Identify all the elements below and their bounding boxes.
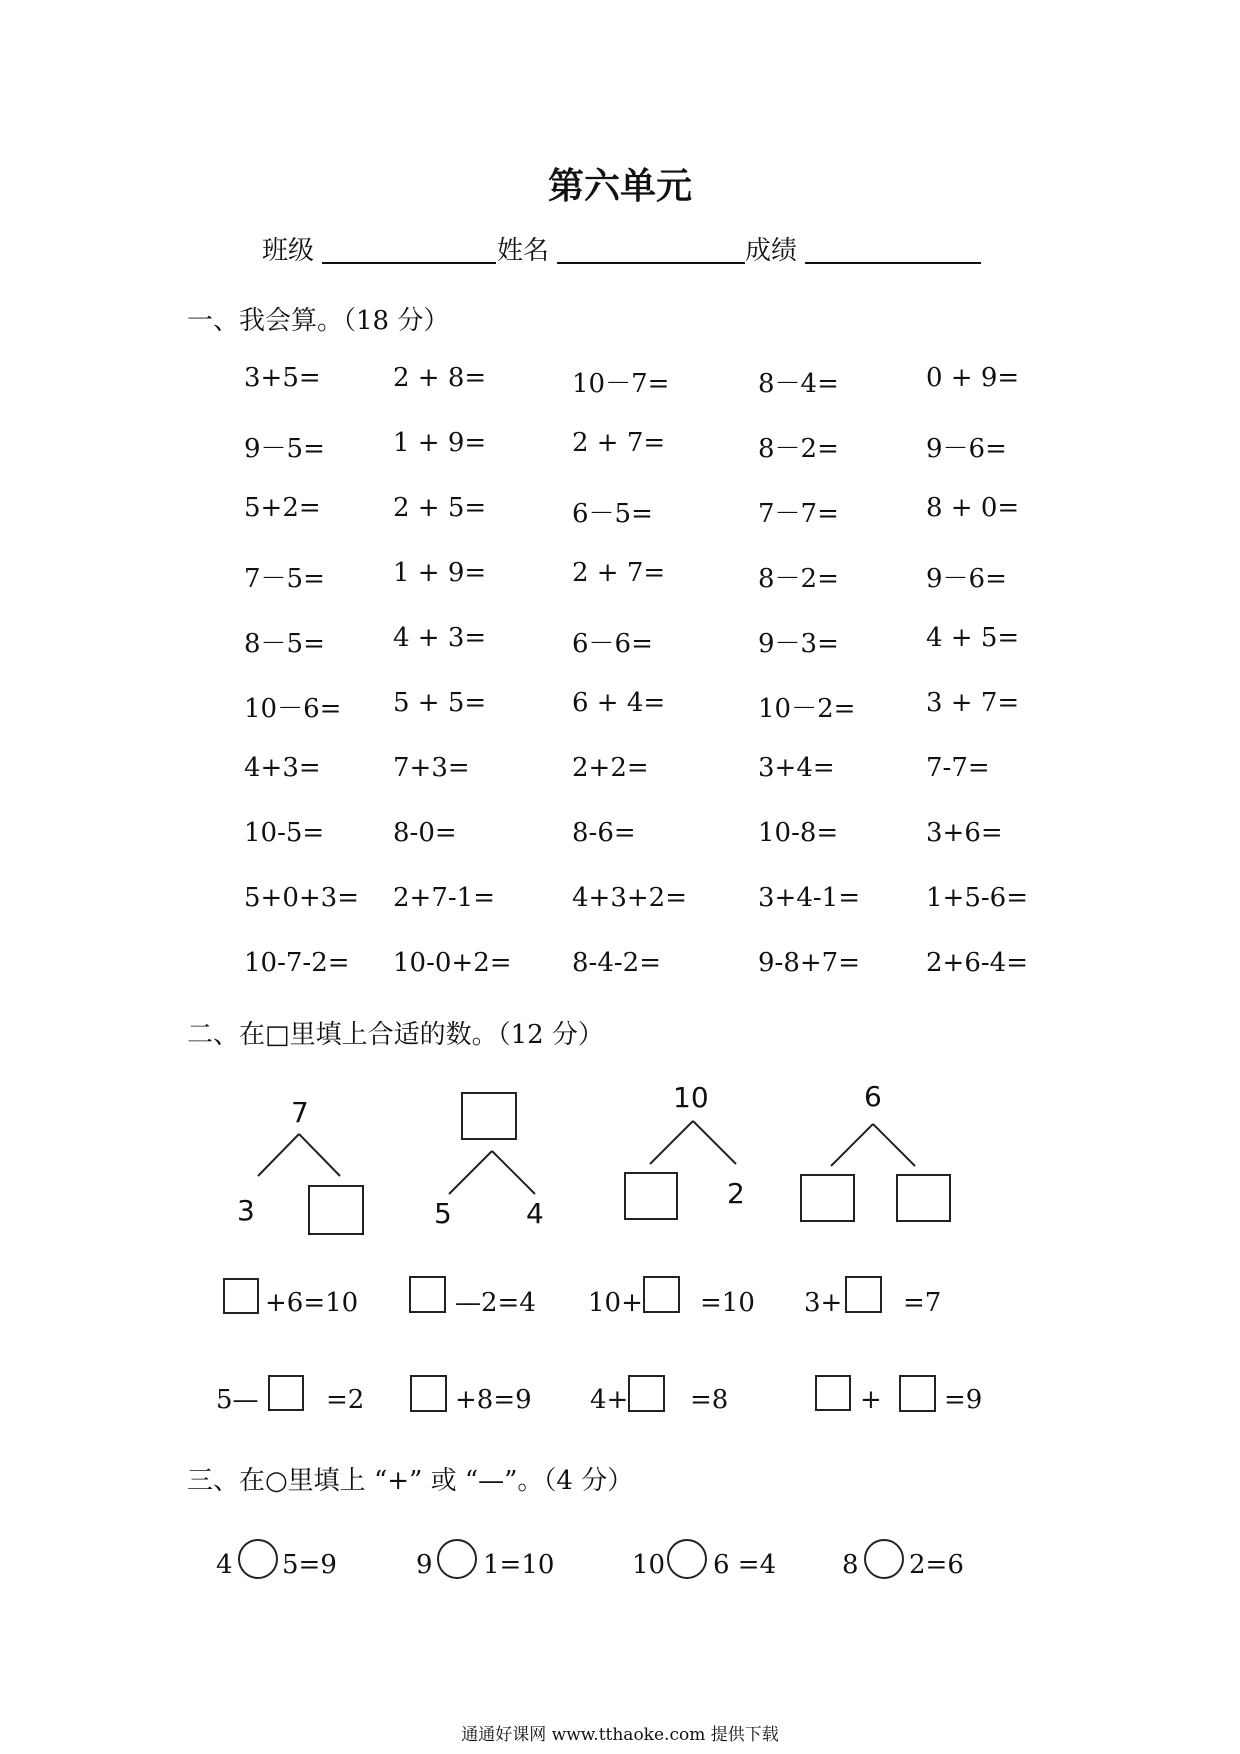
fill3-box[interactable]: [643, 1276, 680, 1313]
equation-r10-c4: 9-8+7=: [758, 948, 860, 978]
op3-circle[interactable]: [667, 1539, 707, 1579]
page-title: 第六单元: [547, 166, 692, 207]
score-label: 成绩: [745, 236, 798, 266]
equation-r9-c4: 3+4-1=: [758, 883, 860, 913]
tree1-left: 3: [237, 1194, 255, 1227]
fill8-box-a[interactable]: [815, 1375, 851, 1411]
tree4-left-box[interactable]: [800, 1174, 855, 1222]
fill4-suffix: =7: [903, 1288, 942, 1318]
op1-left: 4: [216, 1550, 233, 1580]
equation-r6-c4: 10－2=: [758, 694, 856, 724]
equation-r9-c1: 5+0+3=: [244, 883, 359, 913]
equation-r9-c5: 1+5-6=: [926, 883, 1028, 913]
equation-r8-c2: 8-0=: [393, 818, 457, 848]
equation-r5-c5: 4 + 5=: [926, 623, 1020, 653]
equation-r5-c4: 9－3=: [758, 629, 839, 659]
op2-right: 1=10: [483, 1550, 555, 1580]
equation-r9-c2: 2+7-1=: [393, 883, 495, 913]
equation-r4-c4: 8－2=: [758, 564, 839, 594]
class-field[interactable]: [322, 262, 496, 264]
tree1-right-box[interactable]: [308, 1185, 364, 1235]
class-label: 班级: [262, 236, 315, 266]
section1-title: 一、我会算。（18 分）: [187, 306, 450, 336]
equation-r10-c1: 10-7-2=: [244, 948, 350, 978]
section3-title: 三、在○里填上 “+” 或 “—”。（4 分）: [187, 1466, 634, 1496]
equation-r9-c3: 4+3+2=: [572, 883, 687, 913]
op1-circle[interactable]: [238, 1539, 278, 1579]
fill1-box[interactable]: [223, 1278, 259, 1314]
fill6-text: +8=9: [455, 1385, 532, 1415]
op3-right: 6 =4: [713, 1550, 777, 1580]
tree1-top: 7: [291, 1096, 309, 1129]
equation-r8-c1: 10-5=: [244, 818, 325, 848]
equation-r2-c1: 9－5=: [244, 434, 325, 464]
tree2-top-box[interactable]: [461, 1092, 517, 1140]
equation-r3-c2: 2 + 5=: [393, 493, 487, 523]
equation-r7-c3: 2+2=: [572, 753, 649, 783]
tree4-top: 6: [864, 1080, 882, 1113]
equation-r8-c4: 10-8=: [758, 818, 839, 848]
tree2-left: 5: [434, 1197, 452, 1230]
equation-r3-c5: 8 + 0=: [926, 493, 1020, 523]
section2-title: 二、在□里填上合适的数。（12 分）: [187, 1020, 604, 1050]
equation-r3-c1: 5+2=: [244, 493, 321, 523]
name-label: 姓名: [497, 236, 550, 266]
equation-r8-c5: 3+6=: [926, 818, 1003, 848]
equation-r6-c2: 5 + 5=: [393, 688, 487, 718]
fill7-prefix: 4+: [590, 1385, 629, 1415]
tree4-right-box[interactable]: [896, 1174, 951, 1222]
equation-r2-c5: 9－6=: [926, 434, 1007, 464]
footer-credit: 通通好课网 www.tthaoke.com 提供下载: [461, 1725, 779, 1745]
fill8-plus: +: [860, 1385, 882, 1415]
equation-r2-c2: 1 + 9=: [393, 428, 487, 458]
fill5-box[interactable]: [268, 1375, 304, 1411]
op1-right: 5=9: [282, 1550, 337, 1580]
op4-left: 8: [842, 1550, 859, 1580]
fill4-box[interactable]: [845, 1276, 882, 1313]
op2-left: 9: [416, 1550, 433, 1580]
equation-r1-c5: 0 + 9=: [926, 363, 1020, 393]
equation-r1-c4: 8－4=: [758, 369, 839, 399]
equation-r7-c4: 3+4=: [758, 753, 835, 783]
name-field[interactable]: [557, 262, 745, 264]
fill8-box-b[interactable]: [899, 1375, 936, 1412]
equation-r5-c3: 6－6=: [572, 629, 653, 659]
op4-right: 2=6: [909, 1550, 964, 1580]
fill4-prefix: 3+: [804, 1288, 843, 1318]
score-field[interactable]: [805, 262, 981, 264]
tree3-right: 2: [727, 1177, 745, 1210]
fill5-suffix: =2: [326, 1385, 365, 1415]
tree3-top: 10: [673, 1081, 709, 1114]
equation-r10-c3: 8-4-2=: [572, 948, 661, 978]
equation-r3-c3: 6－5=: [572, 499, 653, 529]
equation-r1-c3: 10－7=: [572, 369, 670, 399]
equation-r2-c3: 2 + 7=: [572, 428, 666, 458]
op3-left: 10: [632, 1550, 666, 1580]
op4-circle[interactable]: [864, 1539, 904, 1579]
fill3-suffix: =10: [700, 1288, 755, 1318]
equation-r6-c5: 3 + 7=: [926, 688, 1020, 718]
fill2-text: —2=4: [455, 1288, 536, 1318]
equation-r10-c2: 10-0+2=: [393, 948, 512, 978]
equation-r5-c1: 8－5=: [244, 629, 325, 659]
equation-r2-c4: 8－2=: [758, 434, 839, 464]
tree2-right: 4: [526, 1197, 544, 1230]
fill1-text: +6=10: [265, 1288, 359, 1318]
equation-r8-c3: 8-6=: [572, 818, 636, 848]
op2-circle[interactable]: [437, 1539, 477, 1579]
equation-r7-c5: 7-7=: [926, 753, 990, 783]
equation-r4-c5: 9－6=: [926, 564, 1007, 594]
equation-r3-c4: 7－7=: [758, 499, 839, 529]
equation-r7-c2: 7+3=: [393, 753, 470, 783]
equation-r7-c1: 4+3=: [244, 753, 321, 783]
fill5-prefix: 5—: [216, 1385, 259, 1415]
equation-r4-c3: 2 + 7=: [572, 558, 666, 588]
fill6-box[interactable]: [410, 1375, 447, 1412]
tree3-left-box[interactable]: [624, 1172, 678, 1220]
fill7-suffix: =8: [690, 1385, 729, 1415]
equation-r4-c1: 7－5=: [244, 564, 325, 594]
equation-r4-c2: 1 + 9=: [393, 558, 487, 588]
equation-r1-c2: 2 + 8=: [393, 363, 487, 393]
equation-r6-c1: 10－6=: [244, 694, 342, 724]
fill3-prefix: 10+: [588, 1288, 643, 1318]
fill2-box[interactable]: [409, 1276, 446, 1313]
equation-r6-c3: 6 + 4=: [572, 688, 666, 718]
equation-r1-c1: 3+5=: [244, 363, 321, 393]
fill8-suffix: =9: [944, 1385, 983, 1415]
fill7-box[interactable]: [628, 1375, 665, 1412]
equation-r10-c5: 2+6-4=: [926, 948, 1028, 978]
equation-r5-c2: 4 + 3=: [393, 623, 487, 653]
